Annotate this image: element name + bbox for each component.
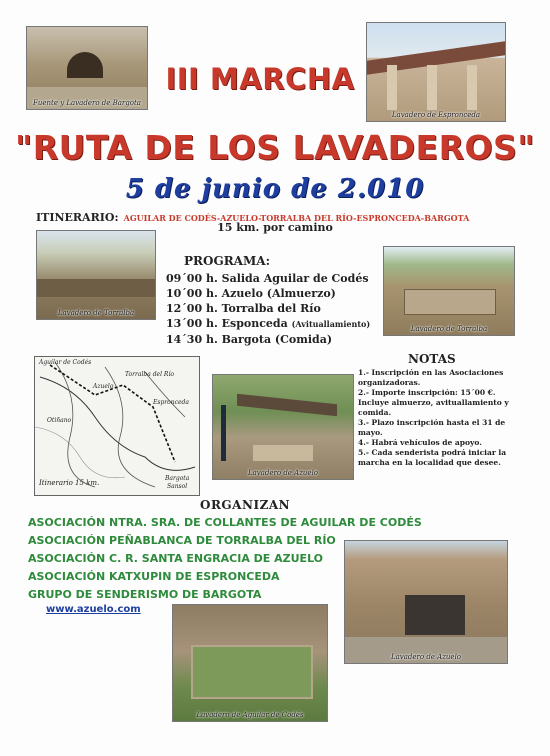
notes-title: NOTAS bbox=[408, 352, 456, 366]
roof-shape bbox=[237, 394, 337, 417]
photo-azuelo-right bbox=[344, 540, 508, 664]
program-text: Salida Aguilar de Codés bbox=[221, 272, 369, 285]
map-label: Azuelo bbox=[93, 383, 114, 390]
map-label: Aguilar de Codés bbox=[39, 359, 92, 366]
photo-caption: Lavadero de Torralba bbox=[410, 325, 488, 333]
photo-caption: Fuente y Lavadero de Bargota bbox=[33, 99, 141, 107]
program-text: Torralba del Río bbox=[221, 302, 321, 315]
distance: 15 km. por camino bbox=[217, 221, 333, 234]
basin-shape bbox=[191, 645, 313, 699]
map-label: Otiñano bbox=[47, 417, 72, 424]
main-title: "RUTA DE LOS LAVADEROS" bbox=[15, 128, 535, 167]
note-item: 2.- Importe inscripción: 15´00 €. Incluye almuerzo, avituallamiento y comida. bbox=[358, 388, 509, 417]
organizer-item: ASOCIACIÓN NTRA. SRA. DE COLLANTES DE AGUILAR DE CODÉS bbox=[28, 516, 422, 529]
program-item bbox=[166, 271, 370, 286]
photo-caption: Lavadero de Aguilar de Codés bbox=[196, 711, 304, 719]
route-map bbox=[34, 356, 200, 496]
photo-azuelo-mid bbox=[212, 374, 354, 480]
note-item: 5.- Cada senderista podrá iniciar la marcha en la localidad que desee. bbox=[358, 448, 507, 467]
photo-bargota bbox=[26, 26, 148, 110]
organizer-item: ASOCIACIÓN PEÑABLANCA DE TORRALBA DEL RÍO bbox=[28, 534, 336, 547]
map-label: Torralba del Río bbox=[125, 371, 174, 378]
wall-shape bbox=[37, 279, 155, 297]
gate-shape bbox=[405, 595, 465, 635]
map-itinerary-label: Itinerario 15 km. bbox=[39, 479, 100, 487]
itinerary-label: ITINERARIO: bbox=[36, 211, 119, 224]
program-text: Bargota (Comida) bbox=[221, 333, 333, 346]
photo-caption: Lavadero de Espronceda bbox=[391, 111, 481, 119]
program-item bbox=[166, 301, 370, 316]
photo-espronceda bbox=[366, 22, 506, 122]
itinerary-route: AGUILAR DE CODÉS-AZUELO-TORRALBA DEL RÍO-ESPRONCEDA-BARGOTA bbox=[123, 213, 470, 223]
program-time: 13´00 h. bbox=[166, 317, 218, 330]
bench-shape bbox=[253, 445, 313, 461]
photo-aguilar bbox=[172, 604, 328, 722]
note-item: 4.- Habrá vehículos de apoyo. bbox=[358, 438, 482, 447]
program-time: 09´00 h. bbox=[166, 272, 218, 285]
organizer-item: ASOCIACIÓN C. R. SANTA ENGRACIA DE AZUELO bbox=[28, 552, 324, 565]
basin-shape bbox=[404, 289, 496, 315]
photo-caption: Lavadero de Torralba bbox=[57, 309, 135, 317]
lamp-post-shape bbox=[221, 405, 226, 461]
photo-torralba-left bbox=[36, 230, 156, 320]
pillar-shape bbox=[467, 65, 477, 110]
arch-shape bbox=[67, 52, 103, 78]
program-title: PROGRAMA: bbox=[184, 254, 271, 268]
photo-caption: Lavadero de Azuelo bbox=[247, 469, 319, 477]
program-item bbox=[166, 316, 370, 332]
notes-list bbox=[358, 368, 522, 468]
program-text: Esponceda bbox=[221, 317, 288, 330]
map-label: Sansol bbox=[167, 483, 188, 490]
note-item: 3.- Plazo inscripción hasta el 31 de mayo. bbox=[358, 418, 506, 437]
pillar-shape bbox=[387, 65, 397, 110]
organizer-item: ASOCIACIÓN KATXUPIN DE ESPRONCEDA bbox=[28, 570, 280, 583]
edition-title: III MARCHA bbox=[165, 62, 355, 96]
program-text: Azuelo (Almuerzo) bbox=[221, 287, 336, 300]
organizers-title: ORGANIZAN bbox=[200, 498, 291, 512]
program-time: 10´00 h. bbox=[166, 287, 218, 300]
program-time: 12´00 h. bbox=[166, 302, 218, 315]
program-time: 14´30 h. bbox=[166, 333, 218, 346]
website-link[interactable]: www.azuelo.com bbox=[46, 604, 141, 615]
pillar-shape bbox=[427, 65, 437, 110]
event-date: 5 de junio de 2.010 bbox=[125, 174, 425, 204]
photo-torralba-right bbox=[383, 246, 515, 336]
program-item bbox=[166, 286, 370, 301]
note-item: 1.- Inscripción en las Asociaciones organizadoras. bbox=[358, 368, 504, 387]
photo-caption: Lavadero de Azuelo bbox=[390, 653, 462, 661]
program-list bbox=[166, 271, 370, 347]
map-label: Bargota bbox=[165, 475, 190, 482]
organizer-item: GRUPO DE SENDERISMO DE BARGOTA bbox=[28, 588, 262, 601]
program-note: (Avituallamiento) bbox=[291, 319, 371, 329]
map-label: Espronceda bbox=[153, 399, 189, 406]
program-item bbox=[166, 332, 370, 347]
